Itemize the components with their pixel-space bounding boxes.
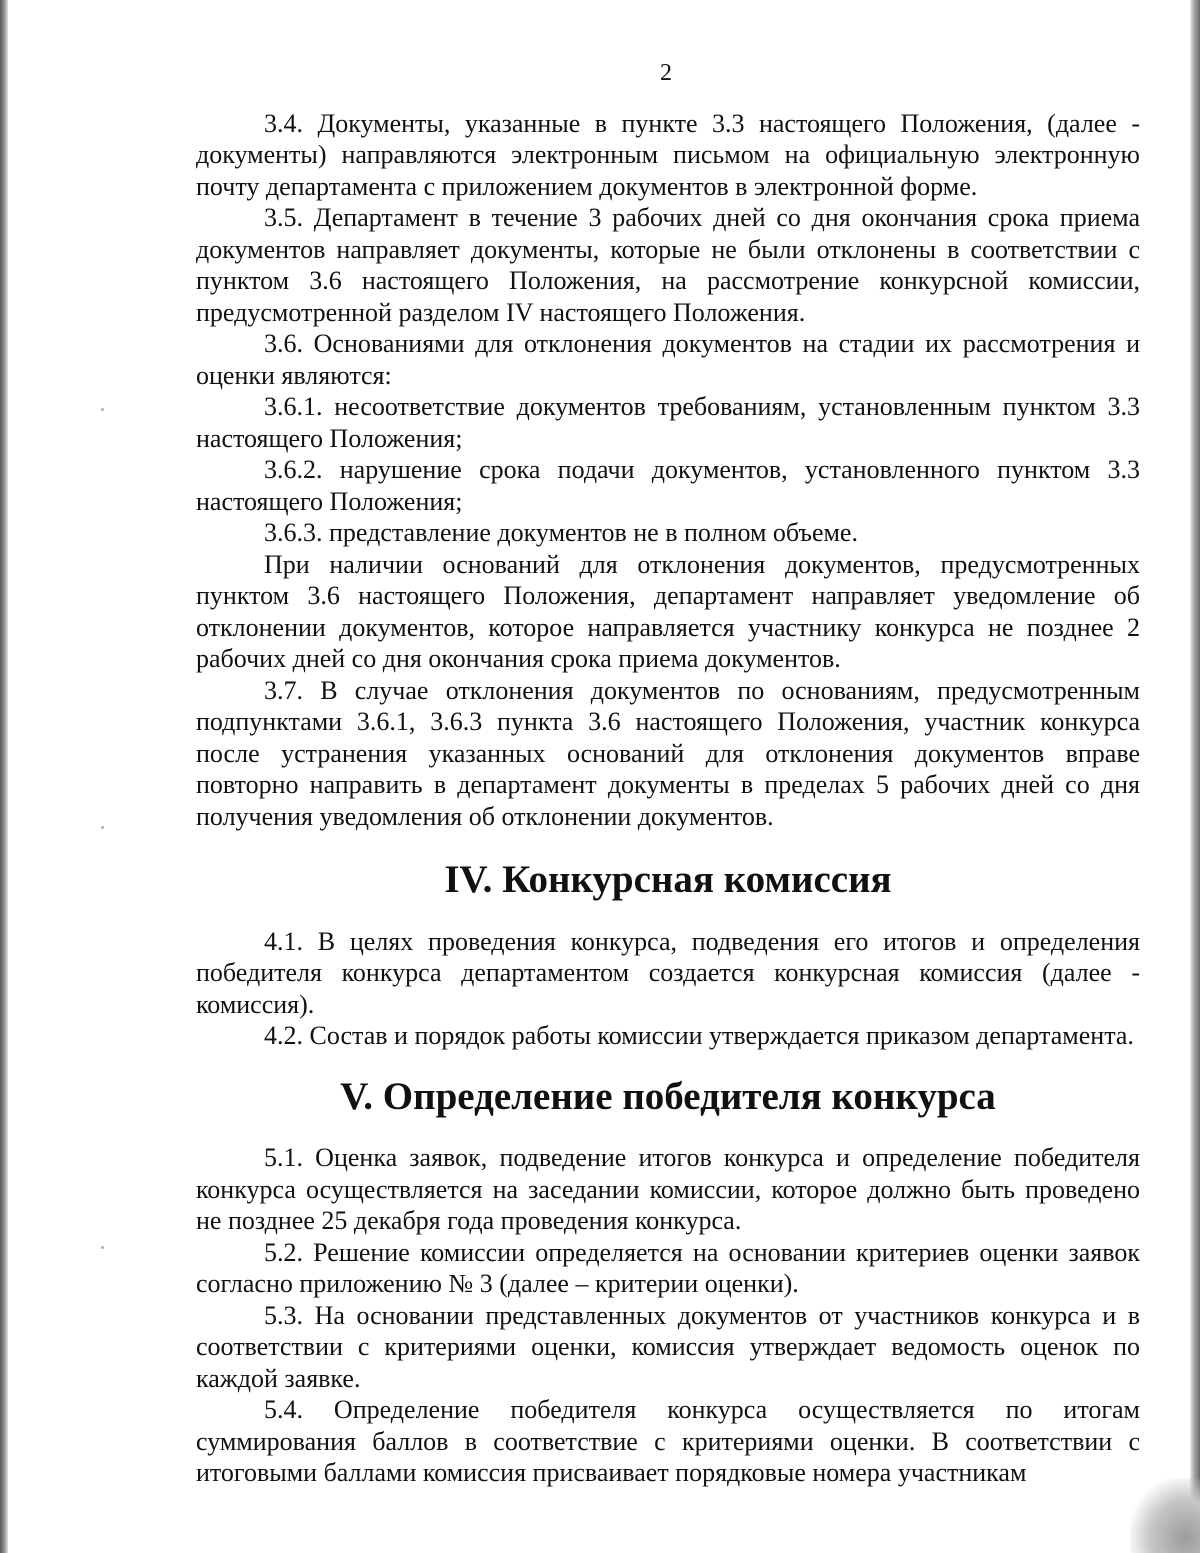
paragraph-4-1: 4.1. В целях проведения конкурса, подведения его итогов и определения победителя конкурса департаментом создается конкурсная комиссия (далее - комиссия). xyxy=(196,926,1140,1019)
paragraph-3-7: 3.7. В случае отклонения документов по основаниям, предусмотренным подпунктами 3.6.1, 3.6.3 пункта 3.6 настоящего Положения, участник конкурса после устранения указанных оснований для отклонения документов вправе повторно направить в департамент документы в пределах 5 рабочих дней со дня получения уведомления об отклонении документов. xyxy=(196,675,1140,831)
scan-corner-blot xyxy=(1130,1478,1200,1553)
page-number: 2 xyxy=(660,60,672,86)
scan-speck xyxy=(101,826,104,829)
paragraph-4-2: 4.2. Состав и порядок работы комиссии утверждается приказом департамента. xyxy=(264,1021,1134,1050)
section-heading-v: V. Определение победителя конкурса xyxy=(340,1074,996,1118)
paragraph-5-2: 5.2. Решение комиссии определяется на основании критериев оценки заявок согласно приложению № 3 (далее – критерии оценки). xyxy=(196,1237,1140,1298)
paragraph-rejection-notice: При наличии оснований для отклонения документов, предусмотренных пунктом 3.6 настоящего Положения, департамент направляет уведомление об отклонении документов, которое направляется участнику конкурса не позднее 2 рабочих дней со дня окончания срока приема документов. xyxy=(196,549,1140,673)
paragraph-3-6-2: 3.6.2. нарушение срока подачи документов, установленного пунктом 3.3 настоящего Положения; xyxy=(196,455,1140,516)
paragraph-3-4: 3.4. Документы, указанные в пункте 3.3 настоящего Положения, (далее - документы) направляются электронным письмом на официальную электронную почту департамента с приложением документов в электронной форме. xyxy=(196,108,1140,201)
paragraph-5-4: 5.4. Определение победителя конкурса осуществляется по итогам суммирования баллов в соответствие с критериями оценки. В соответствии с итоговыми баллами комиссия присваивает порядковые номера участникам xyxy=(196,1395,1140,1487)
paragraph-5-1: 5.1. Оценка заявок, подведение итогов конкурса и определение победителя конкурса осуществляется на заседании комиссии, которое должно быть проведено не позднее 25 декабря года проведения конкурса. xyxy=(196,1143,1140,1235)
scan-left-edge xyxy=(0,0,8,1553)
paragraph-3-6-1: 3.6.1. несоответствие документов требованиям, установленным пунктом 3.3 настоящего Положения; xyxy=(196,392,1140,453)
scan-speck xyxy=(101,408,104,411)
scan-right-edge xyxy=(1190,0,1200,1553)
paragraph-3-5: 3.5. Департамент в течение 3 рабочих дней со дня окончания срока приема документов направляет документы, которые не были отклонены в соответствии с пунктом 3.6 настоящего Положения, на рассмотрение конкурсной комиссии, предусмотренной разделом IV настоящего Положения. xyxy=(196,203,1140,327)
paragraph-3-6: 3.6. Основаниями для отклонения документов на стадии их рассмотрения и оценки являются: xyxy=(196,329,1140,390)
paragraph-5-3: 5.3. На основании представленных документов от участников конкурса и в соответствии с критериями оценки, комиссия утверждает ведомость оценок по каждой заявке. xyxy=(196,1300,1140,1393)
scan-speck xyxy=(101,1246,104,1249)
section-heading-iv: IV. Конкурсная комиссия xyxy=(444,858,892,901)
paragraph-3-6-3: 3.6.3. представление документов не в полном объеме. xyxy=(264,518,858,547)
document-page xyxy=(196,58,1140,1489)
